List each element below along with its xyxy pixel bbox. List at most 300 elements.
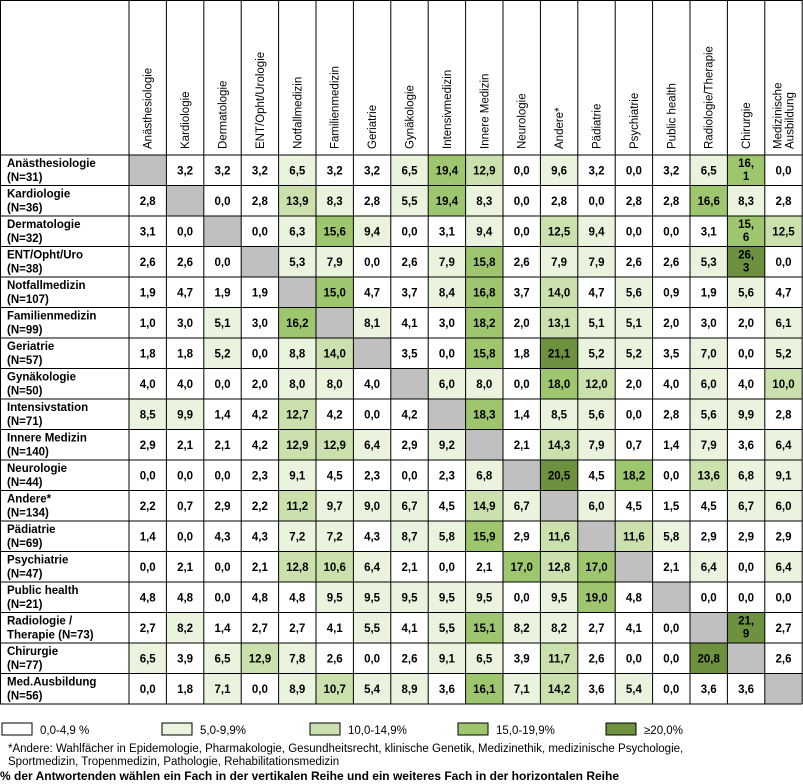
cell-value: 14,0	[547, 287, 571, 300]
cell-value: 2,2	[139, 500, 156, 513]
cell-value: 2,6	[625, 256, 642, 269]
cell-value: 13,6	[697, 470, 720, 483]
cell-value: 6,7	[513, 500, 530, 513]
cell-value: 2,9	[513, 531, 530, 544]
cell-value: 4,0	[177, 378, 194, 391]
cell-value: 2,8	[251, 195, 268, 208]
cell-value: 5,3	[289, 256, 306, 269]
cell-value: 6,8	[476, 470, 493, 483]
cell-value: 3,6	[700, 683, 717, 696]
cell-value: 19,0	[585, 592, 608, 605]
cell-value: 5,1	[625, 317, 642, 330]
column-header: Radiologie/Therapie	[703, 46, 716, 149]
cell-value: 8,7	[401, 531, 418, 544]
cell-value: 2,9	[139, 439, 156, 452]
row-label: Public health	[7, 585, 79, 597]
cell-value: 6,7	[738, 500, 755, 513]
cell-value: 4,7	[177, 287, 194, 300]
cell-value: 4,0	[364, 378, 381, 391]
cell-value: 0,0	[364, 409, 381, 422]
cell-value: 2,6	[401, 256, 418, 269]
cell-value: 10,6	[323, 561, 346, 574]
cell-value: 2,7	[289, 622, 306, 635]
cell-value: 5,4	[364, 683, 381, 696]
cell-value: 5,6	[625, 287, 642, 300]
footnote-line-2: Sportmedizin, Tropenmedizin, Pathologie, Rehabilitationsmedizin	[8, 756, 340, 768]
cell-value: 6,5	[476, 653, 493, 666]
cell-value: 0,0	[251, 226, 268, 239]
cell-value: 9	[742, 628, 750, 641]
cell-value: 0,0	[775, 165, 792, 178]
cell-value: 0,0	[513, 592, 530, 605]
cell-value: 13,9	[286, 195, 309, 208]
cell-value: 0,0	[663, 226, 680, 239]
row-label: (N=56)	[7, 690, 43, 703]
cell-value: 4,1	[401, 622, 418, 635]
cell-value: 17,0	[585, 561, 608, 574]
cell-value: 10,0	[772, 378, 795, 391]
column-header: Anästhesiologie	[142, 67, 155, 149]
cell-value: 4,5	[588, 470, 605, 483]
heatmap-cell	[503, 460, 540, 491]
cell-value: 0,0	[177, 531, 194, 544]
cell-value: 14,9	[473, 500, 496, 513]
cell-value: 3,2	[214, 165, 231, 178]
heatmap-cell	[204, 216, 241, 247]
cell-value: 0,0	[738, 592, 755, 605]
cell-value: 1,8	[177, 683, 194, 696]
row-label: (N=77)	[7, 660, 43, 672]
cell-value: 8,1	[364, 317, 381, 330]
cell-value: 3,6	[588, 683, 605, 696]
cell-value: 7,2	[289, 531, 306, 544]
cell-value: 3,5	[401, 348, 418, 361]
cell-value: 1,8	[177, 348, 194, 361]
cell-value: 15,1	[473, 622, 496, 635]
cell-value: 1,5	[663, 500, 680, 513]
cell-value: 8,2	[177, 622, 194, 635]
cell-value: 2,3	[438, 470, 455, 483]
cell-value: 2,6	[513, 256, 530, 269]
cell-value: 9,2	[438, 439, 455, 452]
cell-value: 8,3	[326, 195, 343, 208]
cell-value: 18,2	[622, 470, 646, 483]
column-header: Dermatologie	[217, 80, 230, 149]
footnote-line-1: *Andere: Wahlfächer in Epidemologie, Pharmakologie, Gesundheitsrecht, klinische Genetik, Medizinethik, medizinische Psychologie,	[8, 743, 684, 755]
cell-value: 9,1	[775, 470, 792, 483]
cell-value: 15,6	[323, 226, 346, 239]
cell-value: 2,8	[663, 409, 680, 422]
cell-value: 9,4	[364, 226, 381, 239]
cell-value: 2,8	[775, 409, 792, 422]
cell-value: 1,4	[214, 622, 231, 635]
cell-value: 15,8	[473, 256, 496, 269]
row-label: Therapie (N=73)	[7, 629, 94, 642]
heatmap-cell	[653, 582, 690, 613]
row-label: Gynäkologie	[7, 371, 77, 384]
cell-value: 2,7	[139, 622, 156, 635]
row-label: (N=140)	[7, 446, 49, 459]
cell-value: 3,0	[438, 317, 455, 330]
row-label: (N=134)	[7, 507, 49, 520]
legend-swatch	[458, 723, 488, 735]
cell-value: 0,0	[139, 683, 156, 696]
cell-value: 5,6	[738, 287, 755, 300]
cell-value: 5,1	[588, 317, 605, 330]
row-label: Chirurgie	[7, 646, 59, 658]
cell-value: 0,0	[364, 256, 381, 269]
cell-value: 8,2	[551, 622, 568, 635]
cell-value: 6,5	[700, 165, 717, 178]
cell-value: 0,0	[625, 409, 642, 422]
cell-value: 9,5	[401, 592, 418, 605]
cell-value: 2,6	[663, 256, 680, 269]
cell-value: 8,9	[289, 683, 306, 696]
cell-value: 0,0	[738, 561, 755, 574]
cell-value: 4,2	[326, 409, 343, 422]
cell-value: 11,7	[548, 653, 570, 666]
cell-value: 5,6	[700, 409, 717, 422]
heatmap-cell	[690, 613, 727, 644]
cell-value: 0,0	[214, 378, 231, 391]
column-header: Neurologie	[516, 93, 529, 149]
cell-value: 12,8	[286, 561, 309, 574]
cell-value: 14,3	[547, 439, 571, 452]
cell-value: 2,3	[251, 470, 268, 483]
cell-value: 2,0	[738, 317, 755, 330]
cell-value: 5,3	[700, 256, 717, 269]
cell-value: 5,1	[214, 317, 231, 330]
cell-value: 3,7	[401, 287, 418, 300]
cell-value: 5,2	[775, 348, 792, 361]
row-label: (N=32)	[7, 233, 43, 245]
column-header: Kardiologie	[180, 91, 193, 149]
cell-value: 5,5	[438, 622, 455, 635]
cell-value: 2,8	[775, 195, 792, 208]
legend-label: 5,0-9,9%	[200, 725, 247, 737]
cell-value: 5,8	[438, 531, 455, 544]
cell-value: 1,0	[139, 317, 156, 330]
column-header: Innere Medizin	[479, 73, 492, 149]
cell-value: 3,0	[700, 317, 717, 330]
column-header: Familienmedizin	[329, 65, 342, 149]
cell-value: 6,8	[738, 470, 755, 483]
cell-value: 1,4	[663, 439, 680, 452]
column-header: Pädiatrie	[591, 103, 604, 149]
column-header: Andere*	[554, 107, 567, 149]
cell-value: 6,4	[700, 561, 717, 574]
cell-value: 0,0	[214, 256, 231, 269]
cell-value: 2,1	[214, 439, 231, 452]
row-label: (N=50)	[7, 385, 43, 398]
cell-value: 2,1	[251, 561, 268, 574]
cell-value: 6,3	[289, 226, 306, 239]
cell-value: 16,	[738, 158, 755, 170]
cell-value: 8,2	[513, 622, 530, 635]
cell-value: 8,0	[326, 378, 343, 391]
cell-value: 2,1	[663, 561, 680, 574]
cell-value: 0,0	[775, 256, 792, 269]
cell-value: 8,5	[551, 409, 568, 422]
cell-value: 12,9	[323, 439, 346, 452]
row-label: Neurologie	[7, 463, 68, 475]
cell-value: 2,7	[588, 622, 605, 635]
cell-value: 9,5	[551, 592, 568, 605]
row-label: (N=47)	[7, 568, 43, 581]
cell-value: 4,8	[139, 592, 156, 605]
cell-value: 8,4	[438, 287, 455, 300]
cell-value: 2,6	[139, 256, 156, 269]
cell-value: 0,0	[139, 470, 156, 483]
cell-value: 12,9	[248, 653, 272, 666]
cell-value: 2,0	[625, 378, 642, 391]
cell-value: 3,1	[438, 226, 455, 239]
cell-value: 4,5	[438, 500, 455, 513]
cell-value: 12,9	[286, 439, 309, 452]
cell-value: 9,9	[738, 409, 755, 422]
row-label: Andere*	[7, 493, 52, 506]
cell-value: 4,2	[251, 439, 268, 452]
legend-label: ≥20,0%	[644, 725, 683, 737]
cell-value: 26,	[738, 249, 755, 262]
cell-value: 6,4	[775, 561, 792, 574]
row-label: Kardiologie	[7, 188, 71, 201]
cell-value: 2,7	[251, 622, 268, 635]
cell-value: 3,6	[438, 683, 455, 696]
cell-value: 1,9	[700, 287, 717, 300]
cell-value: 20,8	[697, 653, 720, 666]
cell-value: 9,4	[588, 226, 605, 239]
cell-value: 5,4	[625, 683, 642, 696]
cell-value: 6,5	[214, 653, 231, 666]
cell-value: 2,9	[214, 500, 231, 513]
cell-value: 4,3	[251, 531, 268, 544]
cell-value: 0,0	[214, 592, 231, 605]
cell-value: 0,0	[438, 348, 455, 361]
cell-value: 0,0	[513, 165, 530, 178]
cell-value: 4,1	[326, 622, 343, 635]
cell-value: 6,4	[364, 439, 381, 452]
cell-value: 0,0	[513, 195, 530, 208]
cell-value: 2,1	[401, 561, 418, 574]
cell-value: 1,4	[139, 531, 156, 544]
row-label: (N=57)	[7, 355, 43, 367]
cell-value: 4,8	[625, 592, 642, 605]
cell-value: 3,2	[663, 165, 680, 178]
cell-value: 7,8	[289, 653, 306, 666]
cell-value: 4,8	[289, 592, 306, 605]
cell-value: 18,3	[473, 409, 496, 422]
cell-value: 7,0	[700, 348, 717, 361]
cell-value: 16,6	[697, 195, 720, 208]
cell-value: 0,0	[251, 348, 268, 361]
legend-swatch	[310, 723, 340, 735]
cell-value: 6,0	[438, 378, 455, 391]
cell-value: 2,1	[177, 561, 194, 574]
row-label: Anästhesiologie	[7, 158, 96, 170]
cell-value: 5,5	[364, 622, 381, 635]
legend-swatch	[606, 723, 636, 735]
cell-value: 7,1	[513, 683, 530, 696]
cell-value: 9,5	[476, 592, 493, 605]
cell-value: 7,9	[551, 256, 568, 269]
cell-value: 2,6	[177, 256, 194, 269]
row-label: (N=44)	[7, 477, 43, 489]
heatmap-cell	[166, 186, 203, 217]
cell-value: 6	[742, 232, 750, 244]
cell-value: 2,9	[738, 531, 755, 544]
heatmap-cell	[353, 338, 390, 369]
cell-value: 2,3	[364, 470, 381, 483]
cell-value: 7,9	[700, 439, 717, 452]
cell-value: 0,0	[214, 470, 231, 483]
legend-swatch	[162, 723, 192, 735]
cell-value: 9,5	[326, 592, 343, 605]
cell-value: 5,8	[663, 531, 680, 544]
cell-value: 2,6	[326, 653, 343, 666]
cell-value: 0,0	[214, 195, 231, 208]
cell-value: 11,2	[286, 500, 309, 513]
cell-value: 8,0	[476, 378, 493, 391]
cell-value: 9,4	[476, 226, 493, 239]
cell-value: 0,9	[663, 287, 680, 300]
cell-value: 2,1	[476, 561, 493, 574]
row-label: (N=107)	[7, 294, 49, 306]
cell-value: 4,0	[663, 378, 680, 391]
cell-value: 9,5	[364, 592, 381, 605]
cell-value: 0,0	[438, 561, 455, 574]
cell-value: 0,0	[663, 470, 680, 483]
cell-value: 0,0	[214, 561, 231, 574]
cell-value: 2,0	[663, 317, 680, 330]
cell-value: 0,0	[775, 592, 792, 605]
cell-value: 1,8	[139, 348, 156, 361]
cell-value: 3,2	[364, 165, 381, 178]
cell-value: 2,9	[401, 439, 418, 452]
cell-value: 4,2	[251, 409, 268, 422]
cell-value: 3,5	[663, 348, 680, 361]
cell-value: 3,0	[251, 317, 268, 330]
cell-value: 7,2	[326, 531, 343, 544]
cell-value: 8,0	[289, 378, 306, 391]
cell-value: 16,8	[473, 287, 496, 300]
cell-value: 20,5	[547, 470, 571, 483]
cell-value: 7,9	[326, 256, 343, 269]
row-label: Psychiatrie	[7, 554, 69, 567]
heatmap-cell	[428, 399, 465, 430]
cell-value: 4,5	[700, 500, 717, 513]
cell-value: 6,4	[775, 439, 792, 452]
cell-value: 4,7	[588, 287, 605, 300]
cell-value: 2,9	[775, 531, 792, 544]
cell-value: 4,3	[214, 531, 231, 544]
row-label: (N=21)	[7, 599, 43, 611]
row-label: Geriatrie	[7, 341, 55, 353]
cell-value: 12,9	[473, 165, 496, 178]
cell-value: 2,1	[177, 439, 194, 452]
cell-value: 0,0	[513, 226, 530, 239]
row-label: Med.Ausbildung	[7, 676, 97, 689]
column-header: Gynäkologie	[404, 85, 417, 149]
cell-value: 2,6	[401, 653, 418, 666]
legend-label: 0,0-4,9 %	[40, 725, 90, 737]
cell-value: 7,9	[588, 256, 605, 269]
cell-value: 7,1	[214, 683, 231, 696]
cell-value: 9,0	[364, 500, 381, 513]
cell-value: 19,4	[435, 165, 459, 178]
cell-value: 8,8	[289, 348, 306, 361]
cell-value: 15,9	[473, 531, 496, 544]
cell-value: 2,8	[139, 195, 156, 208]
cell-value: 0,0	[364, 653, 381, 666]
cell-value: 0,7	[177, 500, 194, 513]
cell-value: 3,6	[738, 439, 755, 452]
cell-value: 2,0	[251, 378, 268, 391]
cell-value: 6,4	[364, 561, 381, 574]
cell-value: 2,6	[775, 653, 792, 666]
cell-value: 3,2	[177, 165, 194, 178]
cell-value: 2,7	[775, 622, 792, 635]
heatmap-cell	[466, 430, 503, 461]
cell-value: 4,7	[775, 287, 792, 300]
heatmap-cell	[316, 308, 353, 339]
legend-swatch	[2, 723, 32, 735]
cell-value: 4,3	[364, 531, 381, 544]
cell-value: 0,0	[625, 653, 642, 666]
cell-value: 3	[742, 262, 750, 275]
column-header: Geriatrie	[367, 104, 380, 149]
cell-value: 8,3	[476, 195, 493, 208]
cell-value: 2,1	[513, 439, 530, 452]
cell-value: 3,2	[326, 165, 343, 178]
heatmap-cell	[765, 674, 802, 705]
cell-value: 0,0	[401, 226, 418, 239]
row-label: ENT/Opht/Uro	[7, 249, 84, 262]
column-header: Notfallmedizin	[292, 76, 305, 149]
heatmap-cell	[279, 277, 316, 308]
cell-value: 1,8	[513, 348, 530, 361]
cell-value: 4,5	[326, 470, 343, 483]
cell-value: 9,6	[551, 165, 568, 178]
cell-value: 4,7	[364, 287, 381, 300]
cell-value: 12,8	[547, 561, 571, 574]
cell-value: 5,2	[625, 348, 642, 361]
cell-value: 4,8	[251, 592, 268, 605]
cell-value: 0,0	[625, 165, 642, 178]
column-header: Chirurgie	[741, 102, 754, 149]
cell-value: 6,7	[401, 500, 418, 513]
cell-value: 14,0	[323, 348, 346, 361]
cell-value: 2,8	[551, 195, 568, 208]
cell-value: 11,6	[548, 531, 570, 544]
heatmap-cell	[241, 247, 278, 278]
cell-value: 4,8	[177, 592, 194, 605]
cell-value: 1,9	[214, 287, 231, 300]
cell-value: 2,8	[663, 195, 680, 208]
cell-value: 15,	[738, 219, 755, 231]
row-label: Notfallmedizin	[7, 280, 86, 292]
cell-value: 0,0	[700, 592, 717, 605]
cell-value: 1,9	[251, 287, 268, 300]
cell-value: 6,5	[139, 653, 156, 666]
cell-value: 9,7	[326, 500, 343, 513]
cell-value: 4,2	[401, 409, 418, 422]
cell-value: 5,5	[401, 195, 418, 208]
cell-value: 16,2	[286, 317, 309, 330]
heatmap-cell	[391, 369, 428, 400]
legend-label: 10,0-14,9%	[348, 725, 407, 737]
cell-value: 3,2	[251, 165, 268, 178]
